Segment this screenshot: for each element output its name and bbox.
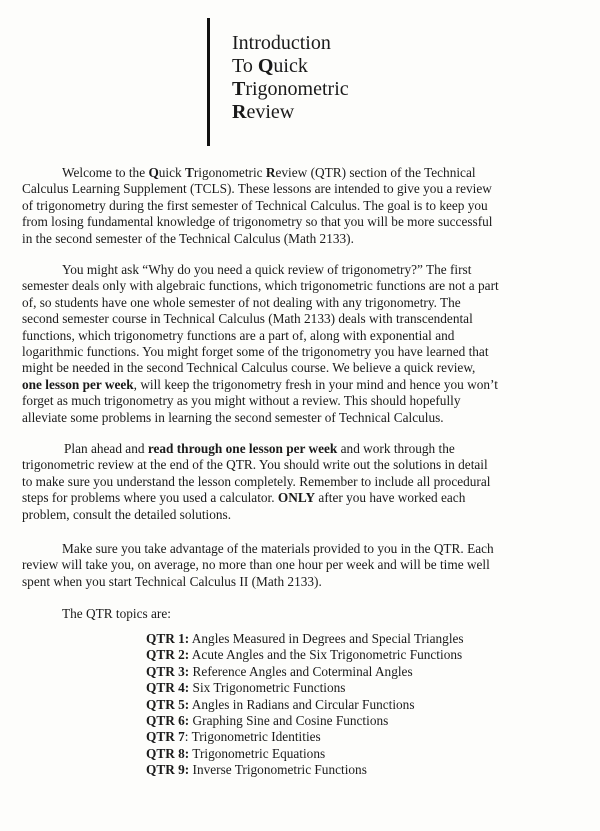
list-item: QTR 9: Inverse Trigonometric Functions [146, 762, 367, 778]
text-line: trigonometric review at the end of the QTR. You should write out the solutions in detail [22, 457, 488, 473]
list-item: QTR 8: Trigonometric Equations [146, 745, 326, 761]
title-block [207, 18, 349, 146]
text-line: semester deals only with algebraic functions, which trigonometric functions are not a part [22, 278, 499, 294]
text-line: to make sure you understand the lesson completely. Remember to include all procedural [22, 473, 491, 489]
text-line: review will take you, on average, no more than one hour per week and will be time well [22, 557, 490, 573]
text-line: You might ask “Why do you need a quick review of trigonometry?” The first [62, 262, 472, 277]
list-item: QTR 4: Six Trigonometric Functions [146, 680, 346, 696]
title-line-2: To Quick [232, 55, 308, 77]
text-line: alleviate some problems in learning the second semester of Technical Calculus. [22, 409, 444, 425]
list-item: QTR 7: Trigonometric Identities [146, 729, 321, 745]
list-item: QTR 6: Graphing Sine and Cosine Functions [146, 713, 389, 729]
paragraph-why-review [22, 262, 578, 426]
title-line-3: Trigonometric [232, 78, 349, 100]
text-line: problem, consult the detailed solutions. [22, 506, 232, 522]
paragraph-plan-ahead [22, 441, 578, 523]
text-line: in the second semester of the Technical Calculus (Math 2133). [22, 230, 354, 246]
text-line: forget as much trigonometry as you might without a review. This should hopefully [22, 393, 461, 409]
text-line: one lesson per week, will keep the trigonometry fresh in your mind and hence you won’t [22, 376, 498, 392]
text-line: Make sure you take advantage of the materials provided to you in the QTR. Each [62, 541, 494, 556]
topics-list [146, 631, 464, 779]
title-line-1: Introduction [232, 32, 331, 54]
text-line: of, so students have one whole semester of not dealing with any trigonometry. The [22, 294, 461, 310]
text-line: second semester course in Technical Calculus (Math 2133) deals with transcendental [22, 311, 473, 327]
text-line: functions, which trigonometry functions are a part of, along with exponential and [22, 327, 455, 343]
text-line: steps for problems where you used a calculator. ONLY after you have worked each [22, 490, 466, 506]
text-line: of trigonometry during the first semester of Technical Calculus. The goal is to keep you [22, 197, 488, 213]
topics-intro [22, 606, 578, 622]
text-line: The QTR topics are: [62, 606, 171, 621]
paragraph-materials [22, 541, 578, 590]
title-line-4: Review [232, 101, 295, 123]
text-line: Calculus Learning Supplement (TCLS). These lessons are intended to give you a review [22, 181, 492, 197]
list-item: QTR 5: Angles in Radians and Circular Functions [146, 696, 415, 712]
text-line: Welcome to the Quick Trigonometric Review (QTR) section of the Technical [62, 165, 476, 180]
text-line: logarithmic functions. You might forget some of the trigonometry you have learned that [22, 344, 489, 360]
list-item: QTR 3: Reference Angles and Coterminal Angles [146, 663, 413, 679]
text-line: Plan ahead and read through one lesson per week and work through the [64, 441, 455, 456]
text-line: might be needed in the second Technical Calculus course. We believe a quick review, [22, 360, 476, 376]
list-item: QTR 2: Acute Angles and the Six Trigonometric Functions [146, 647, 463, 663]
text-line: spent when you start Technical Calculus II (Math 2133). [22, 573, 322, 589]
list-item: QTR 1: Angles Measured in Degrees and Special Triangles [146, 631, 464, 646]
paragraph-welcome [22, 165, 578, 247]
text-line: from losing fundamental knowledge of trigonometry so that you will be more successful [22, 214, 493, 230]
